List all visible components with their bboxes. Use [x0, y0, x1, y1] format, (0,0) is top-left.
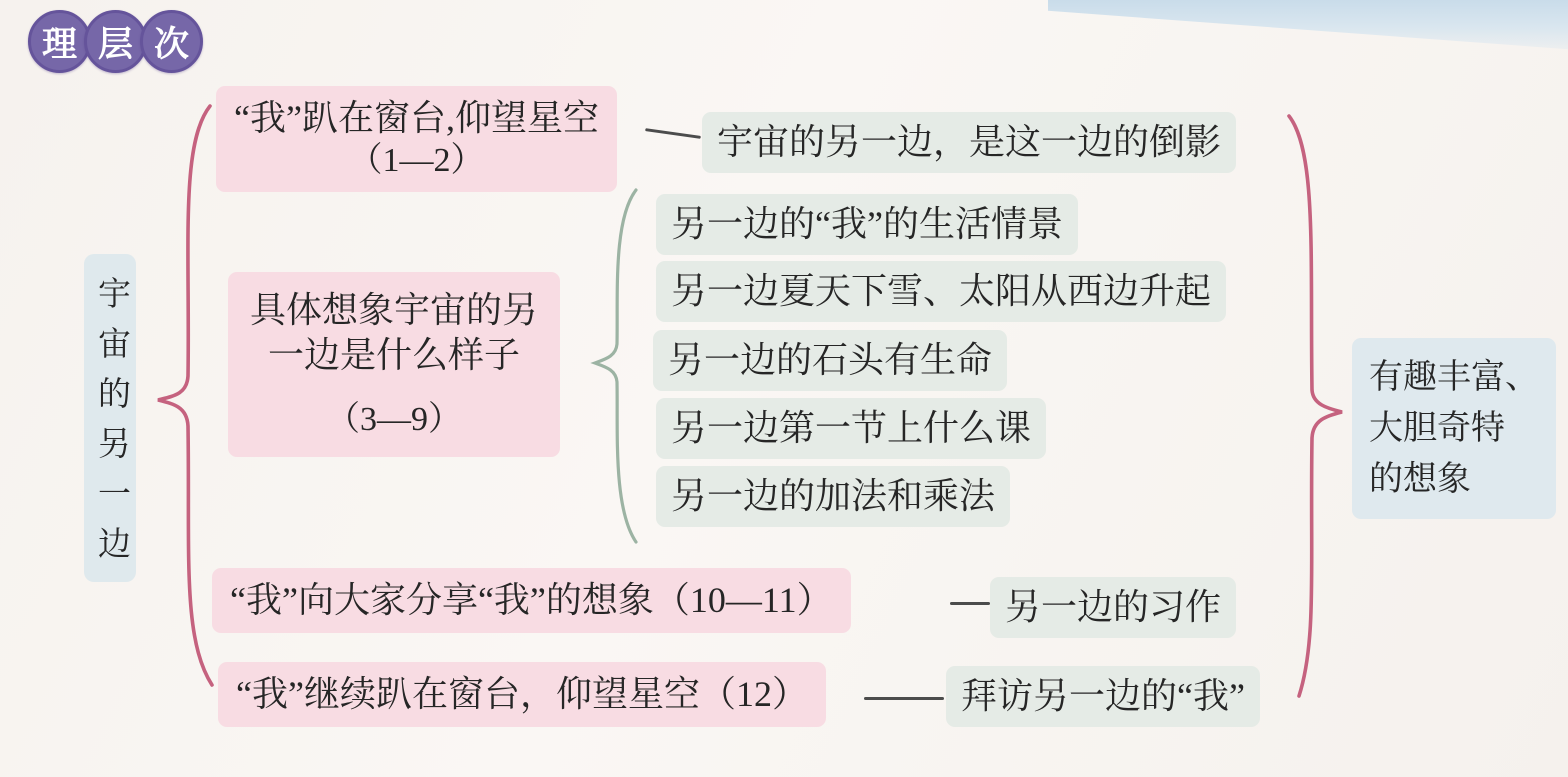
badge-char: 层	[97, 24, 133, 64]
branch3-connector-line	[950, 602, 990, 605]
conclusion-line: 大胆奇特	[1369, 410, 1505, 447]
branch2-text-line2: 一边是什么样子	[268, 335, 521, 375]
middle-brace	[588, 186, 644, 546]
badge-char-circle	[84, 10, 147, 73]
branch1-text: “我”趴在窗台,仰望星空	[234, 98, 599, 138]
branch2-text-line1: 具体想象宇宙的另	[250, 290, 539, 330]
branch1-note: 宇宙的另一边，是这一边的倒影	[702, 112, 1236, 173]
section-badge	[28, 10, 203, 73]
branch2-box	[228, 272, 560, 457]
branch2-child-item: 另一边夏天下雪、太阳从西边升起	[656, 261, 1226, 322]
branch1-box	[216, 86, 617, 192]
conclusion-box	[1352, 338, 1556, 519]
branch1-connector-line	[645, 128, 701, 139]
badge-char-circle	[140, 10, 203, 73]
conclusion-line: 的想象	[1369, 461, 1471, 498]
branch1-range: （1—2）	[348, 142, 485, 179]
badge-char: 理	[41, 24, 77, 64]
branch2-child-item: 另一边第一节上什么课	[656, 398, 1046, 459]
branch4-connector-line	[864, 697, 944, 700]
branch4-box: “我”继续趴在窗台，仰望星空（12）	[218, 662, 826, 727]
branch4-note: 拜访另一边的“我”	[946, 666, 1260, 727]
badge-char-circle	[28, 10, 91, 73]
branch2-child-item: 另一边的石头有生命	[653, 330, 1007, 391]
conclusion-line: 有趣丰富、	[1369, 359, 1539, 396]
left-brace	[150, 98, 220, 693]
page-edge-shadow	[1048, 0, 1568, 60]
branch3-note: 另一边的习作	[990, 577, 1236, 638]
right-brace	[1283, 110, 1351, 702]
root-title: 宇宙的另一边	[84, 254, 136, 582]
branch2-child-item: 另一边的加法和乘法	[656, 466, 1010, 527]
branch2-range: （3—9）	[326, 401, 462, 438]
branch3-box: “我”向大家分享“我”的想象（10—11）	[212, 568, 851, 633]
badge-char: 次	[153, 24, 189, 64]
branch2-child-item: 另一边的“我”的生活情景	[656, 194, 1078, 255]
